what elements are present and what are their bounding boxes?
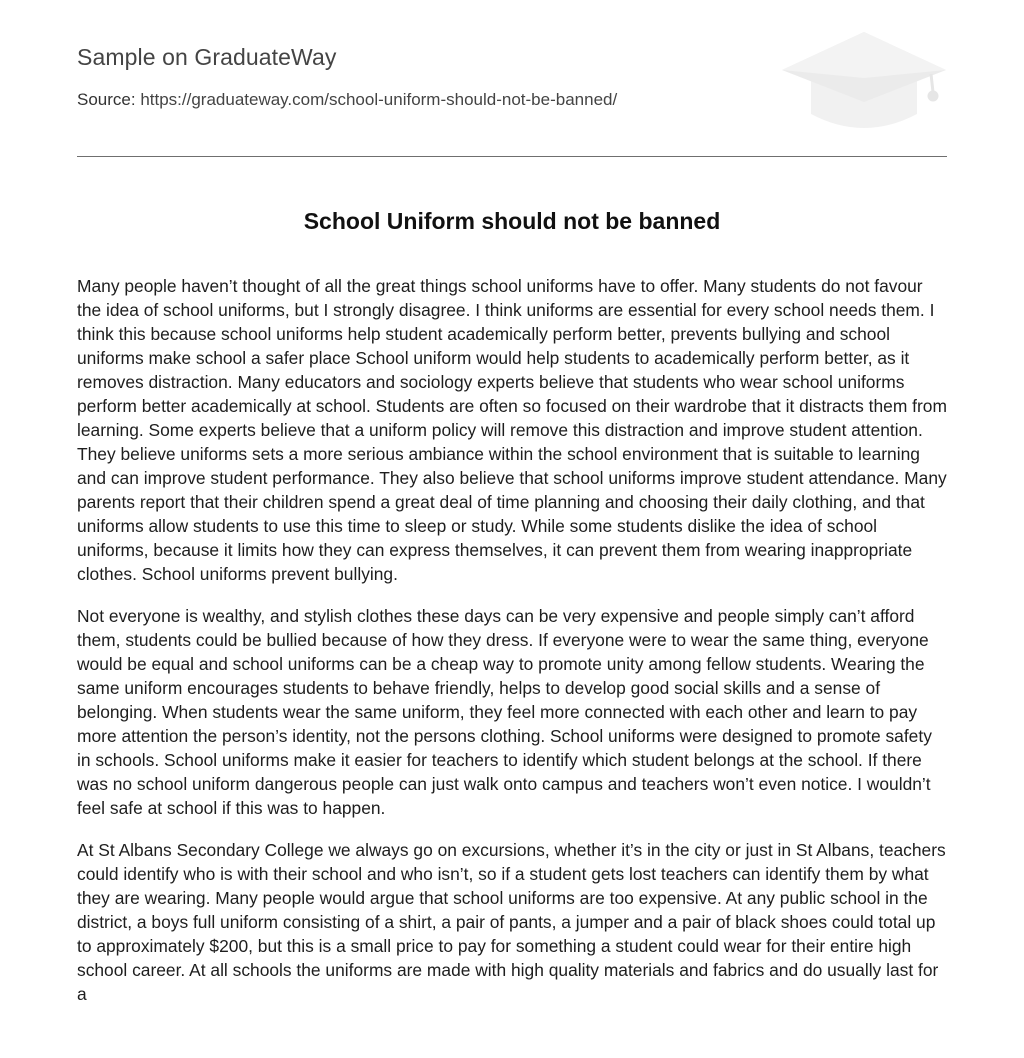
source-line xyxy=(77,90,617,110)
site-name: Sample on GraduateWay xyxy=(77,44,337,70)
source-link[interactable]: https://graduateway.com/school-uniform-should-not-be-banned/ xyxy=(140,90,618,109)
graduation-cap-icon xyxy=(781,30,947,134)
paragraph-2: Not everyone is wealthy, and stylish clothes these days can be very expensive and people simply can’t afford them, students could be bullied because of how they dress. If everyone were to wear the same thing, everyone would be equal and school uniforms can be a cheap way to promote unity among fellow students. Wearing the same uniform encourages students to behave friendly, helps to develop good social skills and a sense of belonging. When students wear the same uniform, they feel more connected with each other and learn to pay more attention the person’s identity, not the persons clothing. School uniforms were designed to promote safety in schools. School uniforms make it easier for teachers to identify which student belongs at the school. If there was no school uniform dangerous people can just walk onto campus and teachers won’t even notice. I wouldn’t feel safe at school if this was to happen. xyxy=(77,606,932,818)
paragraph-1: Many people haven’t thought of all the great things school uniforms have to offer. Many students do not favour the idea of school uniforms, but I strongly disagree. I think uniforms are essential for every school needs them. I think this because school uniforms help student academically perform better, prevents bullying and school uniforms make school a safer place School uniform would help students to academically perform better, as it removes distraction. Many educators and sociology experts believe that students who wear school uniforms perform better academically at school. Students are often so focused on their wardrobe that it distracts them from learning. Some experts believe that a uniform policy will remove this distraction and improve student attention. They believe uniforms sets a more serious ambiance within the school environment that is suitable to learning and can improve student performance. They also believe that school uniforms improve student attendance. Many parents report that their children spend a great deal of time planning and choosing their daily clothing, and that uniforms allow students to use this time to sleep or study. While some students dislike the idea of school uniforms, because it limits how they can express themselves, it can prevent them from wearing inappropriate clothes. School uniforms prevent bullying. xyxy=(77,276,947,584)
page-header xyxy=(77,0,947,157)
document-page xyxy=(77,0,947,1024)
source-label: Source: xyxy=(77,90,141,109)
article-title: School Uniform should not be banned xyxy=(303,208,721,234)
paragraph-3: At St Albans Secondary College we always go on excursions, whether it’s in the city or just in St Albans, teachers could identify who is with their school and who isn’t, so if a student gets lost teachers can identify them by what they are wearing. Many people would argue that school uniforms are too expensive. At any public school in the district, a boys full uniform consisting of a shirt, a pair of pants, a jumper and a pair of black shoes could total up to approximately $200, but this is a small price to pay for something a student could wear for their entire high school career. At all schools the uniforms are made with high quality materials and fabrics and do usually last for a xyxy=(77,840,946,1004)
article-body xyxy=(77,274,947,1006)
